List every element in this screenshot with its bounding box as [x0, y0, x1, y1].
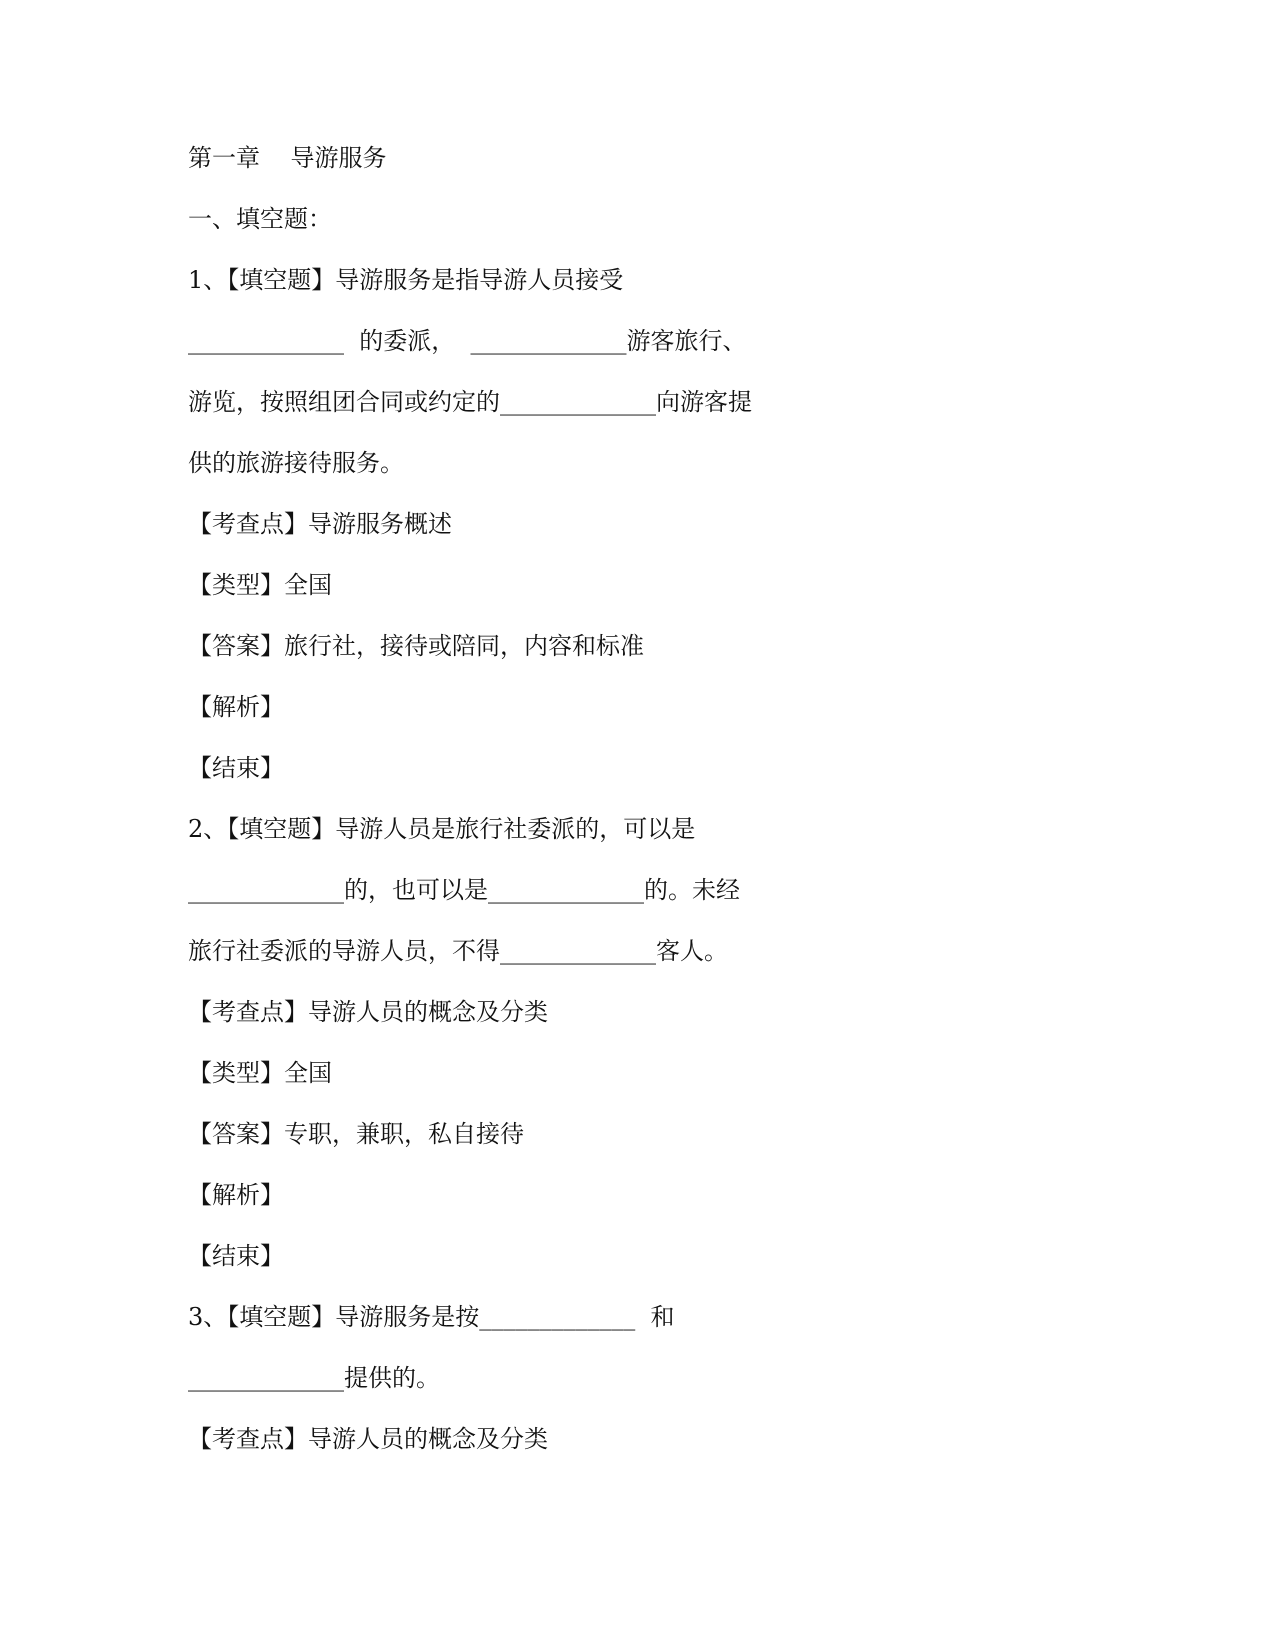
question-type: 【类型】全国 [188, 1059, 332, 1087]
exam-point: 【考查点】导游服务概述 [188, 510, 452, 538]
document-page [188, 142, 1088, 1484]
question-text-line: 游览，按照组团合同或约定的_____________向游客提 [188, 388, 752, 416]
section-title: 一、填空题： [188, 205, 332, 233]
question-text-line: _____________提供的。 [188, 1364, 440, 1392]
question-text-line: _____________ 的委派， _____________游客旅行、 [188, 327, 747, 355]
question-text-line: _____________的，也可以是_____________的。未经 [188, 876, 740, 904]
question-1 [188, 264, 1088, 813]
chapter-title: 第一章 导游服务 [188, 144, 387, 172]
exam-point: 【考查点】导游人员的概念及分类 [188, 998, 548, 1026]
end-marker: 【结束】 [188, 754, 284, 782]
analysis: 【解析】 [188, 1181, 284, 1209]
question-type: 【类型】全国 [188, 571, 332, 599]
end-marker: 【结束】 [188, 1242, 284, 1270]
answer: 【答案】旅行社，接待或陪同，内容和标准 [188, 632, 644, 660]
answer: 【答案】专职，兼职，私自接待 [188, 1120, 524, 1148]
exam-point: 【考查点】导游人员的概念及分类 [188, 1425, 548, 1453]
question-text-line: 3、【填空题】导游服务是按_____________ 和 [188, 1303, 675, 1331]
question-3 [188, 1301, 1088, 1484]
question-text-line: 2、【填空题】导游人员是旅行社委派的，可以是 [188, 815, 696, 843]
question-text-line: 1、【填空题】导游服务是指导游人员接受 [188, 266, 624, 294]
question-2 [188, 813, 1088, 1301]
question-text-line: 供的旅游接待服务。 [188, 449, 404, 477]
question-text-line: 旅行社委派的导游人员，不得_____________客人。 [188, 937, 728, 965]
analysis: 【解析】 [188, 693, 284, 721]
